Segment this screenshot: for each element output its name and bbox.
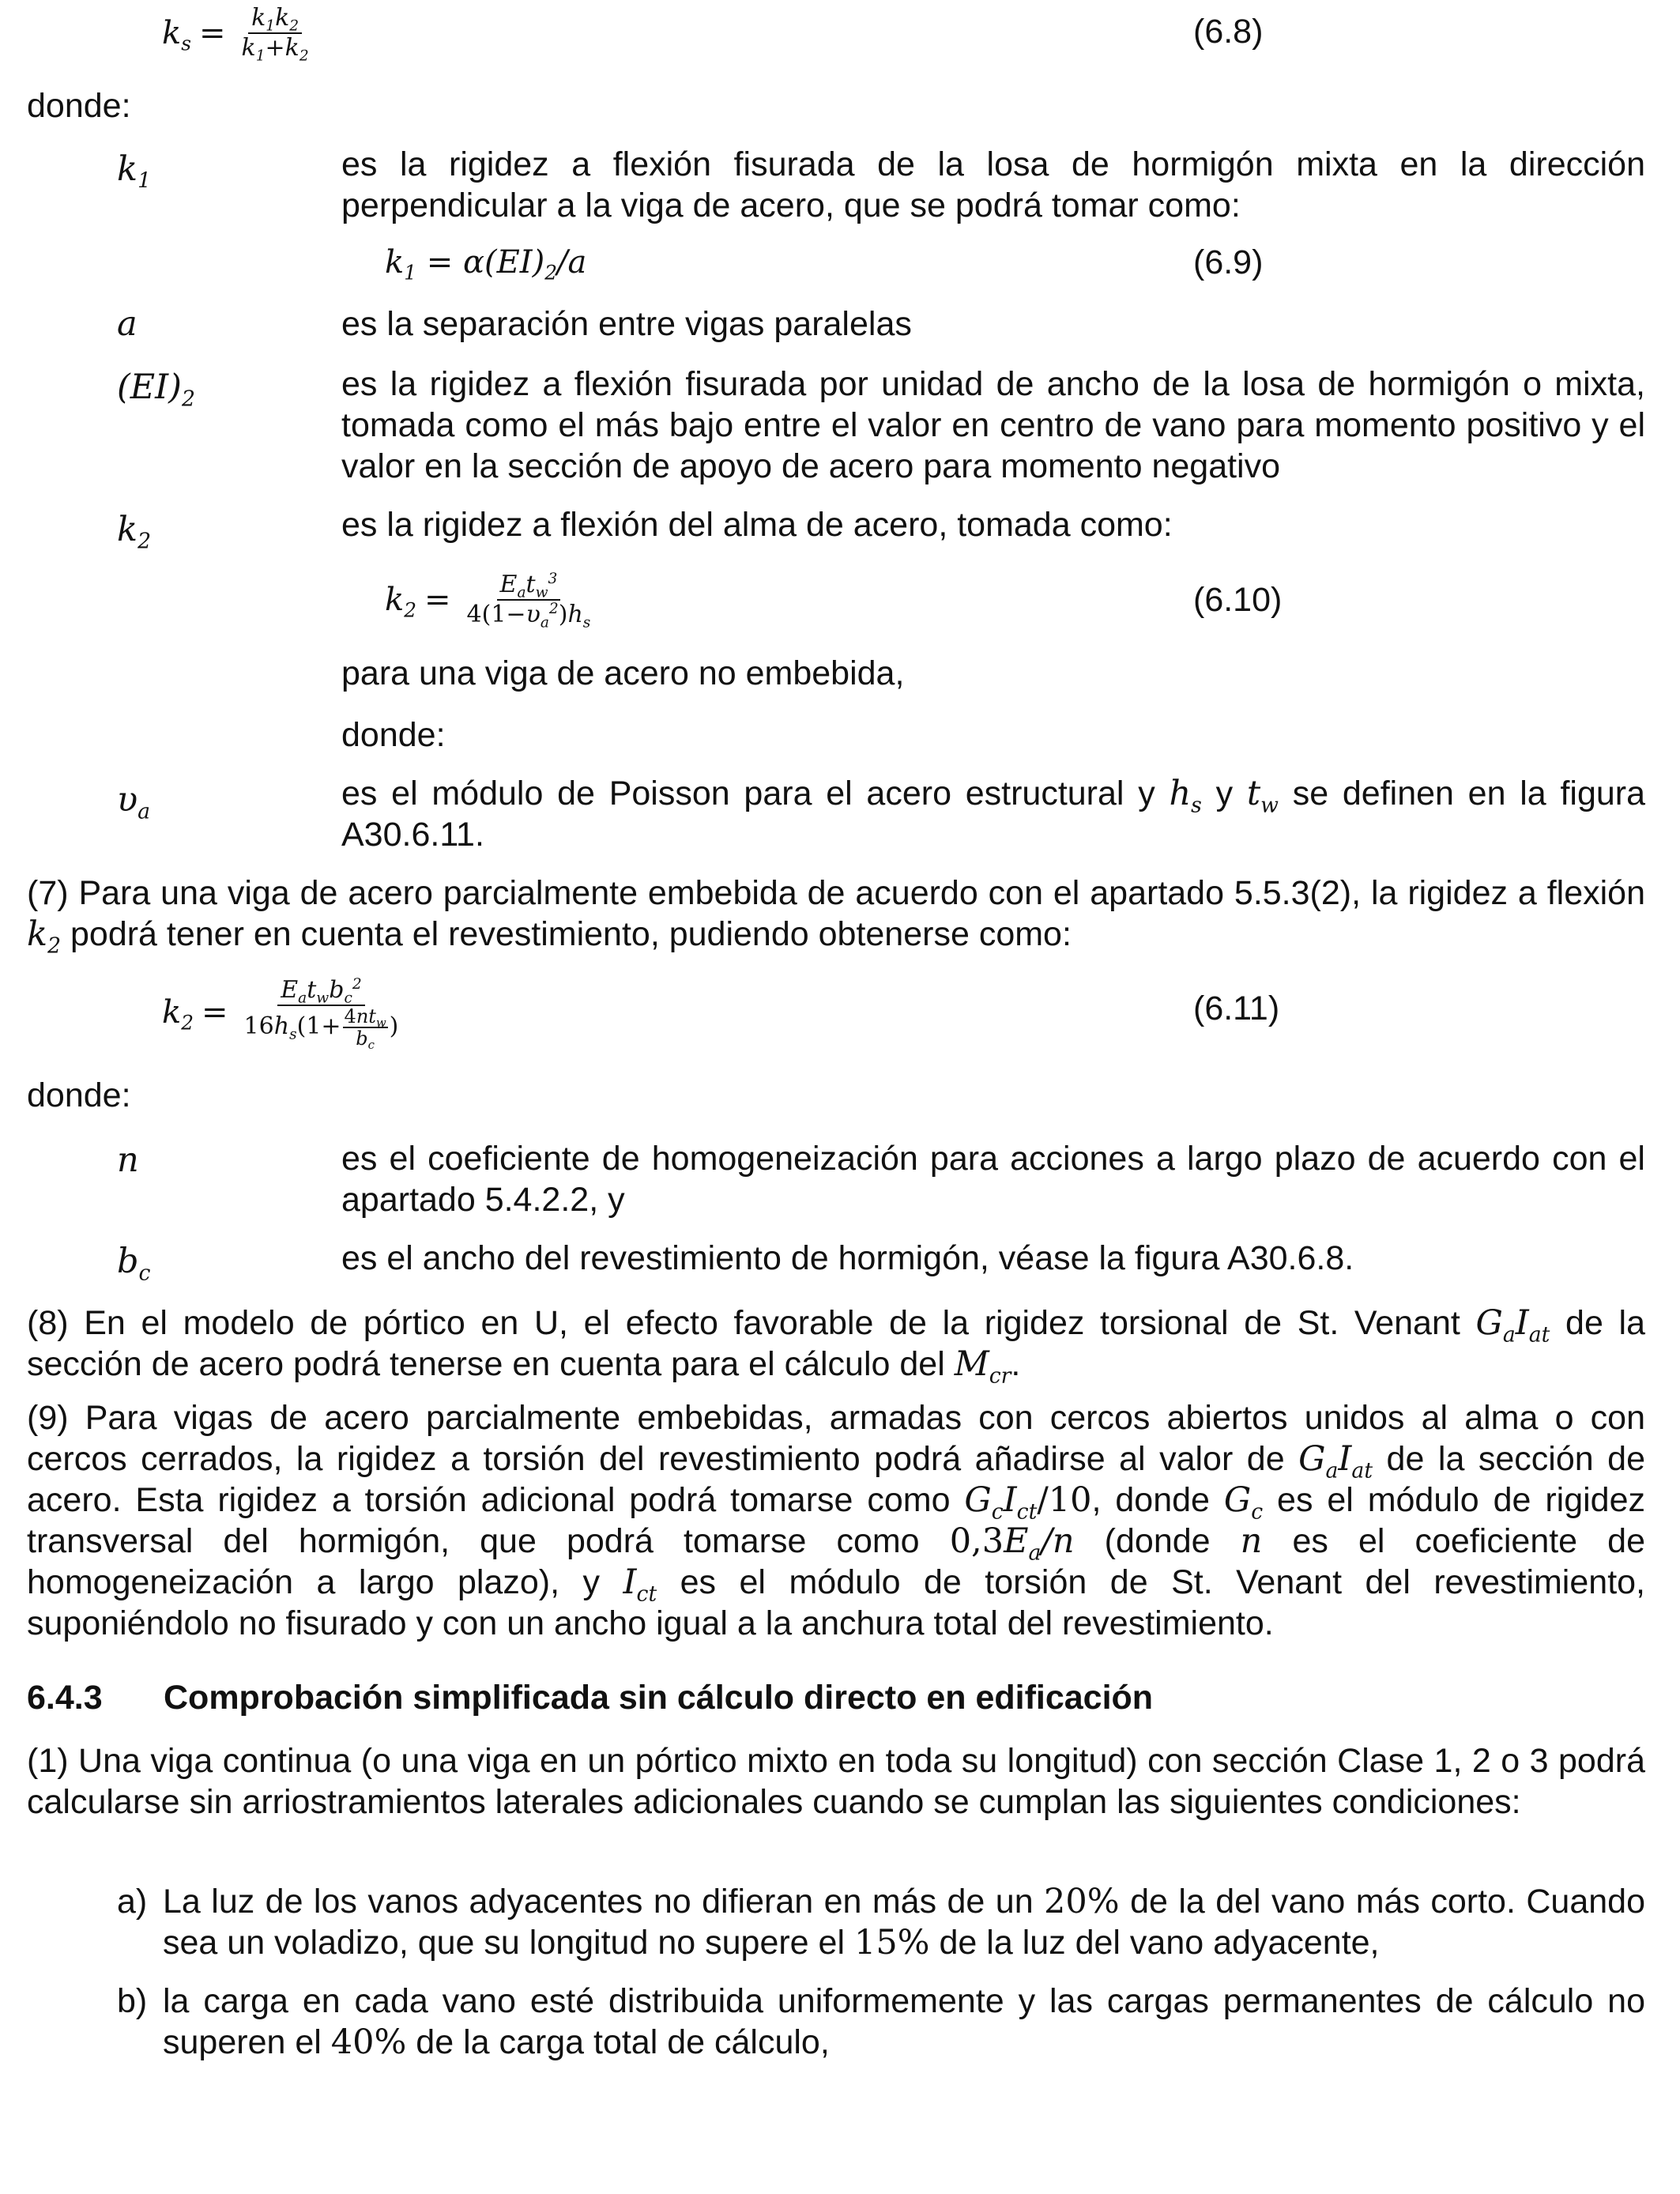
item-body: la carga en cada vano esté distribuida uniformemente y las cargas permanentes de cálculo no superen el 40% de la carga total de cálculo, (163, 1982, 1645, 2062)
donde-label: donde: (27, 1076, 131, 1114)
definition-bc: es el ancho del revestimiento de hormigón, véase la figura A30.6.8. (341, 1239, 1354, 1277)
paragraph-1: (1) Una viga continua (o una viga en un pórtico mixto en toda su longitud) con sección Clase 1, 2 o 3 podrá calcularse sin arriostramientos laterales adicionales cuando se cumplan las siguientes condiciones: (27, 1742, 1645, 1821)
symbol-ei2: $(EI)_2$ (117, 368, 195, 412)
definition-a: es la separación entre vigas paralelas (341, 305, 912, 343)
equation-number: (6.11) (1193, 990, 1280, 1027)
equation-number: (6.9) (1193, 243, 1264, 281)
symbol-k1: $k_1$ (117, 149, 152, 194)
paragraph-9: (9) Para vigas de acero parcialmente embebidas, armadas con cercos abiertos unidos al alma o con cercos cerrados, la rigidez a torsión del revestimiento podrá añadirse al valor de $G_aI_{at}$ de la sección de acero. Esta rigidez a torsión adicional podrá tomarse como $G_cI_{ct}/10$, donde $G_c$ es el módulo de rigidez transversal del hormigón, que podrá tomarse como $0,3E_a/n$ (donde n es el coeficiente de homogeneización a largo plazo), y $I_{ct}$ es el módulo de torsión de St. Venant del revestimiento, suponiéndolo no fisurado y con un ancho igual a la anchura total del revestimiento. (27, 1399, 1646, 1642)
definition-n: es el coeficiente de homogeneización para acciones a largo plazo de acuerdo con el apartado 5.4.2.2, y (341, 1140, 1645, 1219)
symbol-k2: $k_2$ (117, 510, 152, 554)
definition-va: es el módulo de Poisson para el acero estructural y $h_s$ y $t_w$ se definen en la figura A30.6.11. (341, 774, 1646, 854)
paragraph-7: (7) Para una viga de acero parcialmente embebida de acuerdo con el apartado 5.5.3(2), la rigidez a flexión $k_2$ podrá tener en cuenta el revestimiento, pudiendo obtenerse como: (27, 874, 1645, 959)
list-item-a (117, 1881, 1645, 1968)
definition-k2: es la rigidez a flexión del alma de acero, tomada como: (341, 506, 1173, 544)
equation-number: (6.10) (1193, 581, 1283, 619)
symbol-n: n (117, 1140, 139, 1180)
item-label: a) (117, 1883, 148, 1921)
donde-label: donde: (341, 716, 446, 754)
list-item-b (117, 1981, 1645, 2068)
symbol-bc: $b_c$ (117, 1242, 151, 1286)
definition-k1: es la rigidez a flexión fisurada de la losa de hormigón mixta en la dirección perpendicular a la viga de acero, que se podrá tomar como: (341, 145, 1645, 224)
symbol-a: a (117, 304, 137, 344)
equation-number: (6.8) (1193, 13, 1264, 51)
equation-6-11: $k_2$ = $E_at_wb_c^2$ $16h_s(1+$ $\frac{4nt_w}{b_c}$ ) (162, 975, 399, 1053)
section-number: 6.4.3 (27, 1679, 103, 1717)
symbol-va: $\upsilon_a$ (117, 780, 151, 824)
equation-6-8: $k_s$ = $\frac{k_1k_2}{k_1+k_2}$ (162, 4, 309, 65)
section-title: Comprobación simplificada sin cálculo directo en edificación (164, 1679, 1154, 1717)
item-label: b) (117, 1982, 148, 2020)
item-body: La luz de los vanos adyacentes no difieran en más de un 20% de la del vano más corto. Cuando sea un voladizo, que su longitud no supere el 15% de la luz del vano adyacente, (163, 1882, 1645, 1962)
donde-label: donde: (27, 87, 131, 125)
paragraph-8: (8) En el modelo de pórtico en U, el efecto favorable de la rigidez torsional de St. Venant $G_aI_{at}$ de la sección de acero podrá tenerse en cuenta para el cálculo del $M_{cr}$. (27, 1303, 1645, 1389)
definition-ei2: es la rigidez a flexión fisurada por unidad de ancho de la losa de hormigón o mixta, tomada como el más bajo entre el valor en centro de vano para momento positivo y el valor en la sección de apoyo de acero para momento negativo (341, 365, 1645, 485)
note-text: para una viga de acero no embebida, (341, 654, 905, 692)
equation-6-10: $k_2$ = $\frac{E_at_w^3}{4(1-\upsilon_a^2)h_s}$ (385, 570, 591, 631)
equation-6-9: $k_1 = \alpha(EI)_2/a$ (385, 244, 587, 285)
